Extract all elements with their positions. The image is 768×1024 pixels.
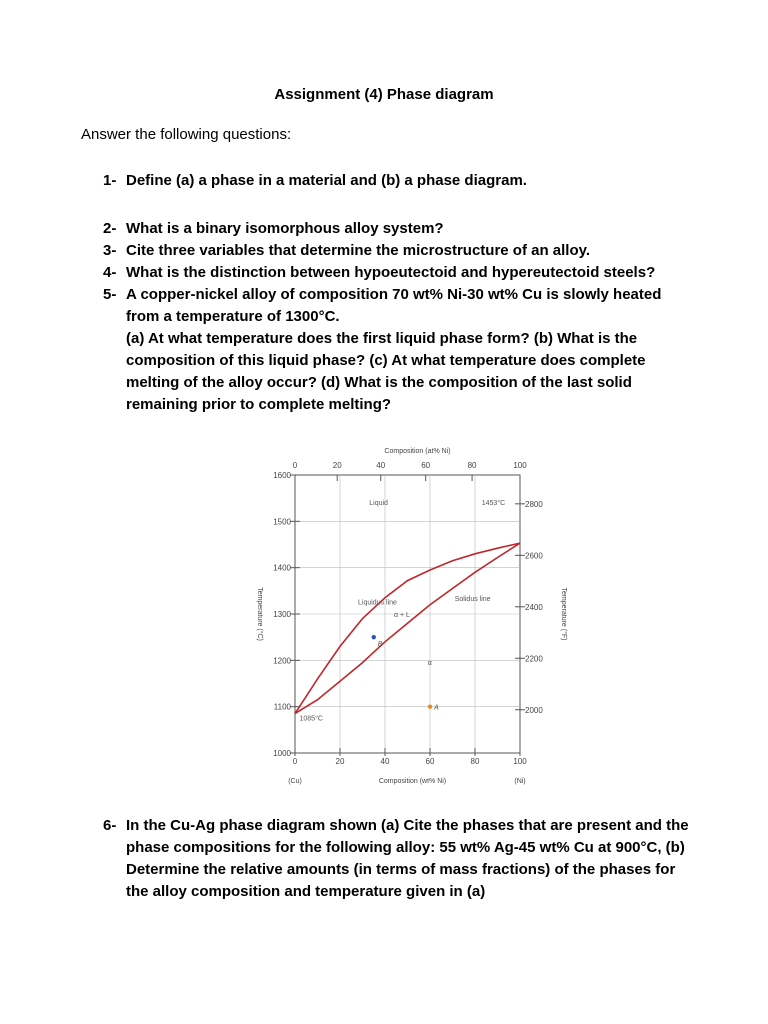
x-tick-label-top: 40	[376, 461, 386, 470]
label-cu-melting: 1085°C	[299, 715, 323, 723]
point-b	[372, 635, 376, 639]
question-number: 5-	[103, 286, 117, 303]
liquidus-curve	[295, 543, 520, 714]
label-liquid: Liquid	[369, 500, 388, 508]
y-axis-title-right: Temperature (°F)	[560, 587, 567, 641]
x-tick-label: 40	[380, 757, 390, 766]
x-tick-label-top: 80	[467, 461, 477, 470]
question-number: 2-	[103, 220, 117, 237]
question-6	[103, 815, 693, 903]
x-tick-label: 80	[470, 757, 480, 766]
x-tick-label: 100	[513, 757, 527, 766]
question-text: A copper-nickel alloy of composition 70 wt% Ni-30 wt% Cu is slowly heated from a temperature of 1300°C.	[126, 286, 662, 325]
question-text: Define (a) a phase in a material and (b) a phase diagram.	[126, 172, 527, 189]
question-text: What is a binary isomorphous alloy system?	[126, 220, 444, 237]
y-tick-label: 1400	[273, 563, 291, 573]
top-axis-title: Composition (at% Ni)	[384, 448, 451, 455]
question-number: 3-	[103, 242, 117, 259]
question-subparts: (a) At what temperature does the first liquid phase form? (b) What is the composition of this liquid phase? (c) At what temperature does complete melting of the alloy occur? (d) What is the composition of the last solid remaining prior to complete melting?	[126, 330, 646, 413]
label-ni-melting: 1453°C	[481, 500, 506, 508]
y-tick-label-right: 2400	[525, 602, 543, 612]
question-text: What is the distinction between hypoeutectoid and hypereutectoid steels?	[126, 264, 656, 281]
x-tick-label: 20	[335, 757, 345, 766]
y-tick-label-right: 2000	[525, 705, 543, 715]
end-label-ni: (Ni)	[514, 778, 526, 785]
y-tick-label: 1000	[273, 749, 291, 758]
y-tick-label-right: 2200	[525, 654, 543, 664]
question-text: In the Cu-Ag phase diagram shown (a) Cite the phases that are present and the phase compositions for the following alloy: 55 wt% Ag-45 wt% Cu at 900°C, (b) Determine the relative amounts (in terms of mass fractions) of the phases for the alloy composition and temperature given in (a)	[126, 817, 689, 900]
question-number: 6-	[103, 817, 117, 834]
question-number: 4-	[103, 264, 117, 281]
label-alpha: α	[427, 659, 432, 667]
x-tick-label-top: 0	[292, 461, 298, 470]
point-label-a: A	[434, 704, 439, 712]
y-tick-label: 1500	[273, 517, 291, 527]
question-number: 1-	[103, 172, 117, 189]
y-tick-label: 1100	[273, 702, 291, 712]
point-a	[428, 704, 432, 708]
label-solidus: Solidus line	[454, 596, 491, 604]
x-tick-label-top: 20	[332, 461, 342, 470]
y-tick-label-right: 2800	[525, 499, 543, 509]
x-tick-label-top: 100	[513, 461, 527, 470]
y-tick-label: 1200	[273, 656, 291, 666]
label-liquidus: Liquidus line	[358, 599, 397, 607]
solidus-curve	[295, 543, 520, 714]
x-tick-label-top: 60	[421, 461, 431, 470]
intro-text: Answer the following questions:	[81, 126, 292, 143]
y-tick-label: 1600	[273, 471, 291, 480]
end-label-cu: (Cu)	[288, 778, 302, 785]
page-title: Assignment (4) Phase diagram	[274, 86, 494, 103]
x-axis-title: Composition (wt% Ni)	[378, 778, 447, 785]
question-text: Cite three variables that determine the microstructure of an alloy.	[126, 242, 591, 259]
x-tick-label: 60	[425, 757, 435, 766]
y-tick-label: 1300	[273, 610, 291, 619]
y-axis-title-left: Temperature (°C)	[256, 587, 263, 641]
point-label-b: B	[377, 641, 383, 649]
x-tick-label: 0	[292, 757, 298, 766]
label-two-phase: α + L	[394, 612, 410, 620]
y-tick-label-right: 2600	[525, 551, 543, 561]
